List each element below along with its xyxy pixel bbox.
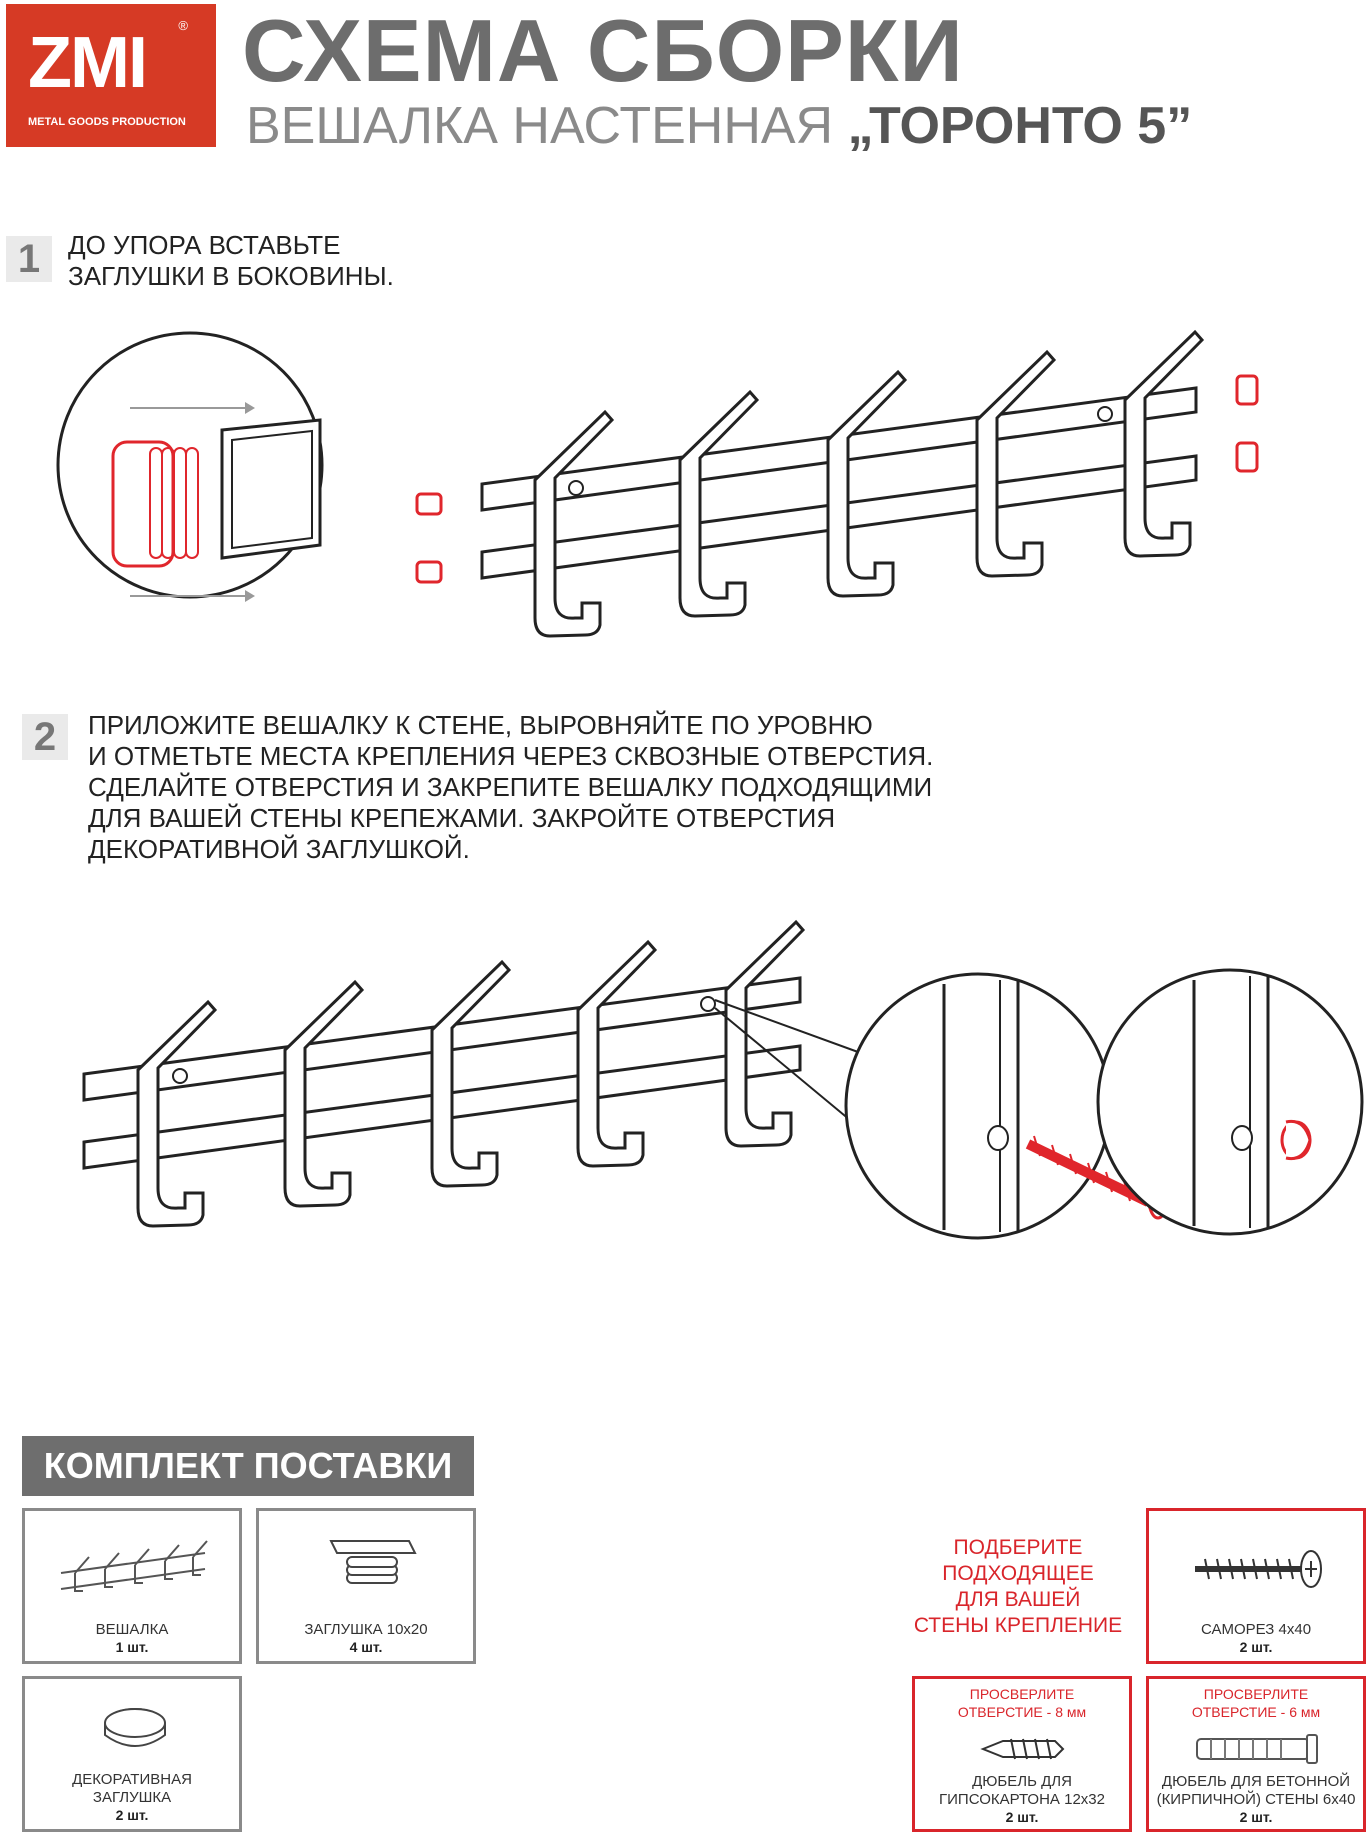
step-1-illustration bbox=[0, 300, 1368, 660]
kit-item-hanger bbox=[22, 1508, 242, 1664]
step-1-line: ЗАГЛУШКИ В БОКОВИНЫ. bbox=[68, 261, 394, 291]
step-2-line: ДЛЯ ВАШЕЙ СТЕНЫ КРЕПЕЖАМИ. ЗАКРОЙТЕ ОТВЕРСТИЯ bbox=[88, 803, 836, 833]
drywall-warn-1: ПРОСВЕРЛИТЕ bbox=[969, 1686, 1075, 1702]
concrete-qty: 2 шт. bbox=[1239, 1809, 1273, 1825]
fastener-concrete-anchor bbox=[1146, 1676, 1366, 1832]
cap-qty: 2 шт. bbox=[115, 1807, 149, 1823]
mounting-hole bbox=[569, 481, 583, 495]
step-2-line: СДЕЛАЙТЕ ОТВЕРСТИЯ И ЗАКРЕПИТЕ ВЕШАЛКУ ПОДХОДЯЩИМИ bbox=[88, 772, 933, 802]
screw-label: САМОРЕЗ 4х40 bbox=[1200, 1621, 1312, 1638]
drywall-anchor-icon bbox=[979, 1731, 1069, 1767]
screw-qty: 2 шт. bbox=[1239, 1639, 1273, 1655]
concrete-label-1: ДЮБЕЛЬ ДЛЯ БЕТОННОЙ bbox=[1161, 1773, 1351, 1790]
drywall-qty: 2 шт. bbox=[1005, 1809, 1039, 1825]
fastener-drywall-anchor bbox=[912, 1676, 1132, 1832]
drywall-label-2: ГИПСОКАРТОНА 12х32 bbox=[939, 1791, 1105, 1808]
hanger-icon bbox=[55, 1533, 215, 1603]
step-2-line: ПРИЛОЖИТЕ ВЕШАЛКУ К СТЕНЕ, ВЫРОВНЯЙТЕ ПО УРОВНЮ bbox=[88, 710, 873, 740]
kit-item-cap bbox=[22, 1676, 242, 1832]
drywall-warn-2: ОТВЕРСТИЕ - 8 мм bbox=[957, 1704, 1087, 1720]
kit-item-plug bbox=[256, 1508, 476, 1664]
concrete-warn-1: ПРОСВЕРЛИТЕ bbox=[1203, 1686, 1309, 1702]
fastener-note bbox=[898, 1535, 1138, 1639]
subtitle-product-name: „ТОРОНТО 5” bbox=[847, 97, 1193, 155]
step-2-number: 2 bbox=[22, 714, 68, 760]
step-2-instructions bbox=[88, 710, 933, 865]
plug-icon bbox=[323, 1533, 423, 1603]
drywall-label-1: ДЮБЕЛЬ ДЛЯ bbox=[972, 1773, 1072, 1790]
cap-detail bbox=[1098, 970, 1362, 1234]
end-plug bbox=[417, 562, 441, 582]
fastener-note-line: СТЕНЫ КРЕПЛЕНИЕ bbox=[913, 1614, 1123, 1637]
registered-mark: ® bbox=[178, 18, 188, 33]
concrete-warn-2: ОТВЕРСТИЕ - 6 мм bbox=[1191, 1704, 1321, 1720]
cap-label-1: ДЕКОРАТИВНАЯ bbox=[72, 1771, 192, 1788]
hanger-qty: 1 шт. bbox=[115, 1639, 149, 1655]
step-2-line: И ОТМЕТЬТЕ МЕСТА КРЕПЛЕНИЯ ЧЕРЕЗ СКВОЗНЫЕ ОТВЕРСТИЯ. bbox=[88, 741, 934, 771]
cap-icon bbox=[95, 1695, 175, 1755]
mounting-hole bbox=[701, 997, 715, 1011]
plug-insert-detail bbox=[58, 333, 322, 602]
fastener-screw bbox=[1146, 1508, 1366, 1664]
concrete-label-2: (КИРПИЧНОЙ) СТЕНЫ 6х40 bbox=[1156, 1791, 1356, 1808]
page-title: СХЕМА СБОРКИ bbox=[242, 1, 964, 100]
kit-contents-header: КОМПЛЕКТ ПОСТАВКИ bbox=[22, 1436, 474, 1496]
concrete-anchor-icon bbox=[1189, 1729, 1329, 1769]
step-1-instructions bbox=[68, 230, 394, 292]
screw-icon bbox=[1189, 1547, 1329, 1591]
fastener-note-line: ДЛЯ ВАШЕЙ bbox=[955, 1588, 1081, 1611]
fastener-note-line: ПОДБЕРИТЕ bbox=[953, 1536, 1083, 1559]
logo-text: ZMI bbox=[28, 23, 146, 103]
page-subtitle bbox=[246, 96, 1192, 156]
fastener-note-line: ПОДХОДЯЩЕЕ bbox=[942, 1562, 1094, 1585]
step-1-line: ДО УПОРА ВСТАВЬТЕ bbox=[68, 230, 341, 260]
step-2-line: ДЕКОРАТИВНОЙ ЗАГЛУШКОЙ. bbox=[88, 834, 470, 864]
hanger-label: ВЕШАЛКА bbox=[95, 1621, 169, 1638]
mounting-hole bbox=[1098, 407, 1112, 421]
cap-label-2: ЗАГЛУШКА bbox=[92, 1789, 172, 1806]
step-2-illustration bbox=[0, 900, 1368, 1280]
end-plug bbox=[1237, 376, 1257, 404]
step-1-number: 1 bbox=[6, 236, 52, 282]
end-plug bbox=[1237, 443, 1257, 471]
logo-tagline: METAL GOODS PRODUCTION bbox=[28, 116, 186, 128]
end-plug bbox=[417, 494, 441, 514]
plug-qty: 4 шт. bbox=[349, 1639, 383, 1655]
mounting-hole bbox=[173, 1069, 187, 1083]
subtitle-product-type: ВЕШАЛКА НАСТЕННАЯ bbox=[246, 97, 834, 155]
brand-logo bbox=[6, 4, 216, 147]
plug-label: ЗАГЛУШКА 10х20 bbox=[304, 1621, 428, 1638]
